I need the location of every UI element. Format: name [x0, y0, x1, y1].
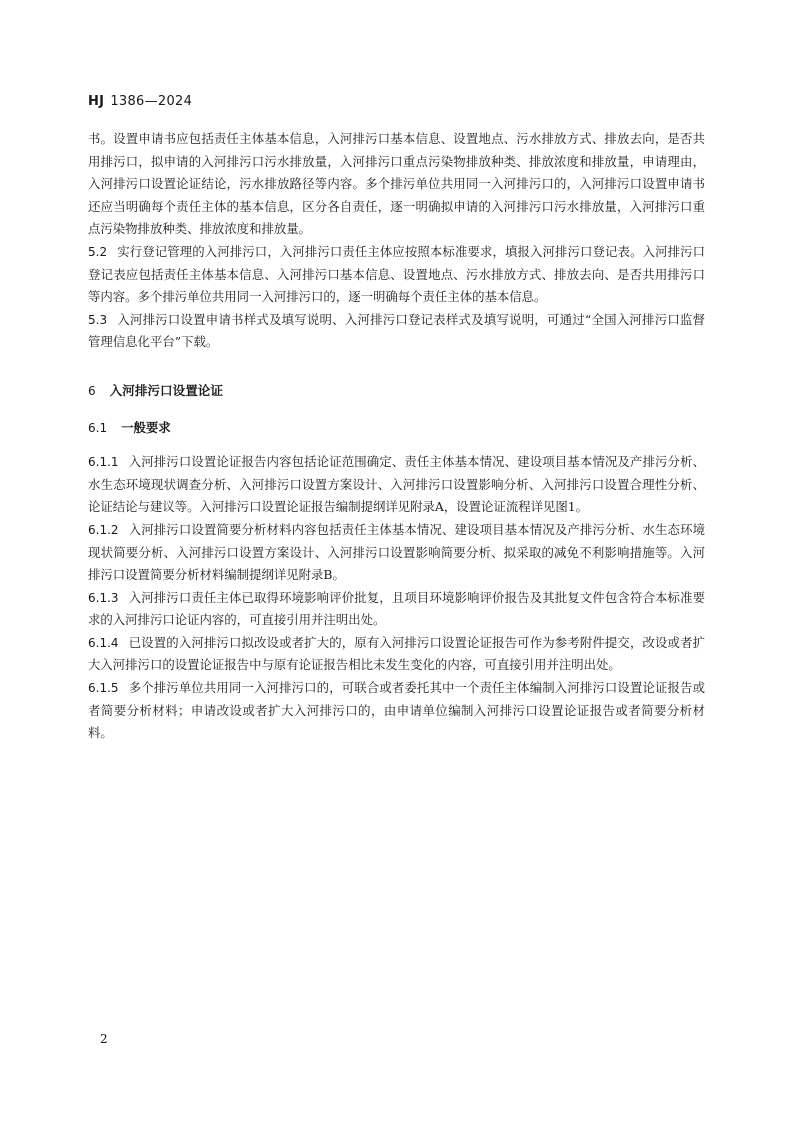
section-title: 入河排污口设置论证	[109, 382, 223, 398]
document-header	[88, 94, 192, 109]
clause-number: 6.1.5	[88, 681, 119, 696]
subsection-title: 一般要求	[121, 419, 171, 435]
section-number: 6	[88, 383, 96, 398]
clause-number: 6.1.3	[88, 590, 119, 605]
subsection-heading-6-1	[88, 417, 705, 440]
standard-prefix: HJ	[88, 94, 105, 109]
subsection-number: 6.1	[88, 420, 108, 435]
clause-text: 实行登记管理的入河排污口，入河排污口责任主体应按照本标准要求，填报入河排污口登记表。入河排污口登记表应包括责任主体基本信息、入河排污口基本信息、设置地点、污水排放方式、排放去向、是否共用排污口等内容。多个排污单位共用同一入河排污口的，逐一明确每个责任主体的基本信息。	[88, 243, 705, 305]
clause-number: 6.1.4	[88, 635, 119, 650]
clause-number: 6.1.1	[88, 455, 119, 470]
clause-text: 入河排污口设置简要分析材料内容包括责任主体基本情况、建设项目基本情况及产排污分析、水生态环境现状简要分析、入河排污口设置方案设计、入河排污口设置影响简要分析、拟采取的减免不利影响措施等。入河排污口设置简要分析材料编制提纲详见附录B。	[88, 521, 705, 583]
section-heading-6	[88, 380, 705, 403]
clause-6-1-4	[88, 632, 705, 677]
clause-number: 5.3	[88, 312, 108, 327]
document-body	[88, 128, 705, 745]
clause-6-1-3	[88, 587, 705, 632]
clause-text: 入河排污口设置申请书样式及填写说明、入河排污口登记表样式及填写说明，可通过“全国入河排污口监督管理信息化平台”下载。	[88, 311, 705, 350]
paragraph-continued: 书。设置申请书应包括责任主体基本信息，入河排污口基本信息、设置地点、污水排放方式、排放去向，是否共用排污口，拟申请的入河排污口污水排放量，入河排污口重点污染物排放种类、排放浓度和排放量，申请理由，入河排污口设置论证结论，污水排放路径等内容。多个排污单位共用同一入河排污口的，入河排污口设置申请书还应当明确每个责任主体的基本信息，区分各自责任，逐一明确拟申请的入河排污口污水排放量，入河排污口重点污染物排放种类、排放浓度和排放量。	[88, 131, 705, 237]
clause-5-2	[88, 241, 705, 309]
clause-number: 6.1.2	[88, 522, 119, 537]
clause-number: 5.2	[88, 244, 108, 259]
clause-6-1-5	[88, 677, 705, 745]
clause-text: 入河排污口设置论证报告内容包括论证范围确定、责任主体基本情况、建设项目基本情况及产排污分析、水生态环境现状调查分析、入河排污口设置方案设计、入河排污口设置影响分析、入河排污口设置合理性分析、论证结论与建议等。入河排污口设置论证报告编制提纲详见附录A，设置论证流程详见图1。	[88, 454, 705, 515]
clause-text: 已设置的入河排污口拟改设或者扩大的，原有入河排污口设置论证报告可作为参考附件提交，改设或者扩大入河排污口的设置论证报告中与原有论证报告相比未发生变化的内容，可直接引用并注明出处。	[88, 634, 705, 673]
clause-6-1-2	[88, 519, 705, 587]
page-number: 2	[100, 1032, 108, 1046]
clause-text: 入河排污口责任主体已取得环境影响评价批复，且项目环境影响评价报告及其批复文件包含符合本标准要求的入河排污口论证内容的，可直接引用并注明出处。	[88, 589, 705, 628]
clause-5-3	[88, 309, 705, 354]
clause-text: 多个排污单位共用同一入河排污口的，可联合或者委托其中一个责任主体编制入河排污口设置论证报告或者简要分析材料；申请改设或者扩大入河排污口的，由申请单位编制入河排污口设置论证报告或者简要分析材料。	[88, 680, 705, 741]
standard-code: 1386—2024	[110, 94, 193, 109]
clause-6-1-1	[88, 451, 705, 519]
